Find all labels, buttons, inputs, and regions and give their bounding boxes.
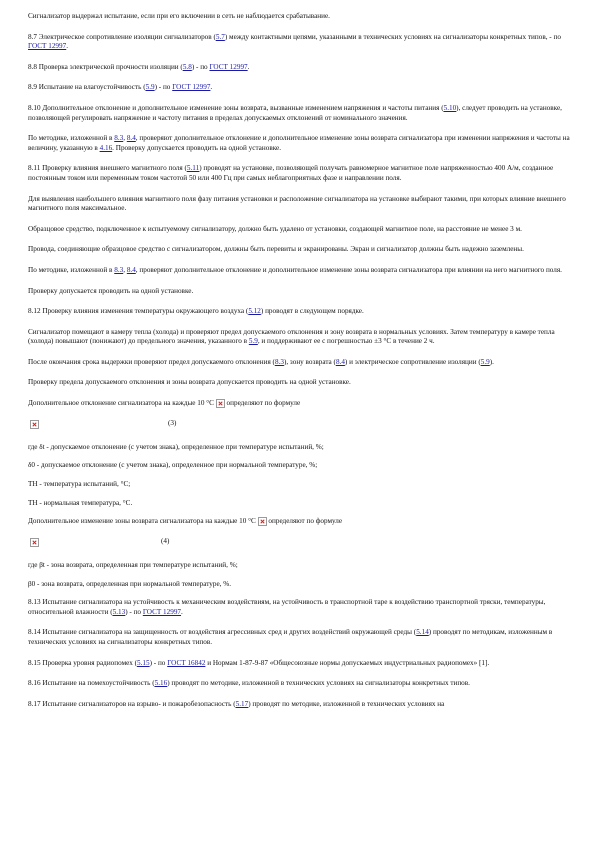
paragraph	[28, 378, 576, 388]
reference-link[interactable]: 5.10	[443, 103, 457, 112]
reference-link[interactable]: 8.3	[114, 265, 124, 274]
paragraph-text: 8.13 Испытание сигнализатора на устойчивость к механическим воздействиям, на устойчивость в транспортной таре к воздействию транспортной тряски, температуры, относительной влажности (	[28, 598, 546, 616]
main-paragraphs	[28, 12, 576, 388]
paragraph	[28, 245, 576, 255]
paragraph	[28, 12, 576, 22]
reference-link[interactable]: 5.9	[480, 357, 490, 366]
reference-link[interactable]: ГОСТ 12997	[28, 42, 67, 51]
tail-paragraphs	[28, 598, 576, 709]
paragraph-text: Сигнализатор выдержал испытание, если при его включении в сеть не наблюдается срабатывание.	[28, 12, 330, 20]
paragraph-text: По методике, изложенной в	[28, 134, 115, 143]
paragraph-text: 8.17 Испытание сигнализаторов на взрыво- и пожаробезопасность (	[28, 699, 236, 708]
reference-link[interactable]: 8.4	[335, 357, 345, 366]
formula-3	[28, 418, 576, 432]
paragraph-text: ) между контактными цепями, указанными в технических условиях на сигнализаторы конкретных типов, - по	[224, 32, 561, 41]
formula-definition: β0 - зона возврата, определенная при нормальной температуре, %.	[28, 579, 232, 588]
reference-link[interactable]: 5.9	[145, 83, 155, 92]
reference-link[interactable]: 5.12	[248, 307, 261, 316]
paragraph	[28, 134, 576, 153]
formula-number: (3)	[168, 418, 177, 427]
paragraph	[28, 225, 576, 235]
paragraph-text: ) - по	[125, 607, 143, 616]
formula-3-intro	[28, 399, 576, 409]
paragraph-text: 8.14 Испытание сигнализатора на защищенность от воздействия агрессивных сред и других воздействий окружающей среды (	[28, 628, 417, 637]
paragraph-text: Для выявления наибольшего влияния магнитного поля фазу питания установки и расположение сигнализатора на установке выбирают такими, при которых влияние внешнего магнитного поля максимальное.	[28, 194, 566, 213]
formula-definition: где βt - зона возврата, определенная при температуре испытаний, %;	[28, 560, 238, 569]
formula-4-intro-after: определяют по формуле	[268, 517, 343, 526]
reference-link[interactable]: 5.13	[112, 607, 126, 616]
reference-link[interactable]: 5.16	[154, 679, 168, 688]
reference-link[interactable]: 5.14	[416, 628, 429, 637]
reference-link[interactable]: 5.11	[186, 164, 200, 173]
formula-3-definitions	[28, 443, 576, 508]
paragraph-text: ) проводят в следующем порядке.	[260, 307, 364, 316]
paragraph	[28, 83, 576, 93]
paragraph-text: ) проводят на установке, позволяющей получать равномерное магнитное поле напряженностью 400 А/м, созданное постоянным током или переменным током частотой 50 или 400 Гц при самых неблагоприятных фазе и направлении поля.	[28, 164, 554, 182]
paragraph-text: и Нормам 1-87-9-87 «Общесоюзные нормы допускаемых индустриальных радиопомех» [1].	[205, 658, 490, 667]
formula-4-intro	[28, 517, 576, 527]
formula-3-intro-before: Дополнительное отклонение сигнализатора на каждые 10 °С	[28, 399, 214, 408]
paragraph	[28, 287, 576, 297]
paragraph	[28, 659, 576, 669]
reference-link[interactable]: ГОСТ 16842	[167, 658, 206, 667]
reference-link[interactable]: ГОСТ 12997	[142, 607, 182, 616]
paragraph-text: 8.8 Проверка электрической прочности изоляции (	[28, 62, 183, 71]
paragraph-text: 8.15 Проверка уровня радиопомех (	[28, 658, 137, 667]
paragraph-text: 8.7 Электрическое сопротивление изоляции сигнализаторов (	[28, 32, 216, 41]
paragraph-text: ) - по	[191, 62, 210, 71]
broken-image-icon	[258, 517, 267, 526]
reference-link[interactable]: ГОСТ 12997	[172, 83, 211, 92]
paragraph-text: ) проводят по методикам, изложенным в технических условиях на сигнализаторы конкретных типов.	[28, 628, 553, 646]
reference-link[interactable]: 5.9	[248, 337, 258, 346]
paragraph	[28, 195, 576, 214]
paragraph-text: Сигнализатор помещают в камеру тепла (холода) и проверяют предел допускаемого отклонения и зону возврата в нормальных условиях. Затем температуру в камере тепла (холода) повышают (понижают) до предельного значения, указанного в	[28, 327, 555, 346]
paragraph-text: ,	[123, 134, 127, 143]
reference-link[interactable]: 5.8	[182, 62, 192, 71]
paragraph-text: ) проводят по методике, изложенной в технических условиях на	[248, 699, 445, 708]
paragraph-text: После окончания срока выдержки проверяют предел допускаемого отклонения (	[28, 357, 275, 366]
paragraph-text: Образцовое средство, подключенное к испытуемому сигнализатору, должно быть удалено от установки, создающей магнитное поле, на расстояние не менее 3 м.	[28, 224, 522, 233]
paragraph-text: ) - по	[149, 658, 168, 667]
paragraph	[28, 266, 576, 276]
reference-link[interactable]: 8.4	[126, 134, 136, 143]
formula-3-intro-after: определяют по формуле	[226, 399, 301, 408]
formula-definition: где δt - допускаемое отклонение (с учетом знака), определенное при температуре испытаний, %;	[28, 442, 324, 451]
formula-number: (4)	[161, 536, 170, 545]
formula-4-intro-before: Дополнительное изменение зоны возврата сигнализатора на каждые 10 °С	[28, 517, 256, 526]
reference-link[interactable]: 5.15	[137, 658, 150, 667]
formula-definition: TН - нормальная температура, °С.	[28, 498, 133, 507]
paragraph	[28, 307, 576, 317]
reference-link[interactable]: 8.3	[114, 134, 124, 143]
paragraph	[28, 358, 576, 368]
formula-definition: TН - температура испытаний, °С;	[28, 480, 131, 488]
paragraph	[28, 598, 576, 617]
reference-link[interactable]: 5.17	[235, 699, 249, 708]
paragraph-text: 8.11 Проверку влияния внешнего магнитного поля (	[28, 164, 187, 173]
paragraph-text: .	[210, 83, 213, 92]
reference-link[interactable]: 5.7	[215, 32, 225, 41]
paragraph	[28, 33, 576, 52]
paragraph-text: , и поддерживают ее с погрешностью ±3 °С в течение 2 ч.	[257, 337, 435, 346]
paragraph-text: ) - по	[154, 83, 173, 92]
paragraph-text: , проверяют дополнительное отклонение и дополнительное изменение зоны возврата сигнализатора при влиянии на него магнитного поля.	[135, 265, 562, 274]
broken-image-icon	[216, 399, 225, 408]
paragraph-text: 8.12 Проверку влияния изменения температуры окружающего воздуха (	[28, 307, 249, 316]
paragraph	[28, 628, 576, 647]
formula-4-definitions	[28, 561, 576, 589]
paragraph-text: Провода, соединяющие образцовое средство с сигнализатором, должны быть перевиты и экранированы. Экран и сигнализатор должны быть надежно заземлены.	[28, 245, 524, 254]
paragraph	[28, 700, 576, 710]
paragraph-text: ).	[489, 357, 494, 366]
paragraph-text: Проверку допускается проводить на одной установке.	[28, 286, 194, 295]
paragraph-text: , проверяют дополнительное отклонение и дополнительное изменение зоны возврата сигнализатора при изменении напряжения и частоты на величину, указанную в	[28, 134, 570, 152]
paragraph	[28, 679, 576, 689]
paragraph	[28, 104, 576, 123]
paragraph	[28, 328, 576, 347]
formula-image-icon	[30, 420, 39, 429]
paragraph-text: По методике, изложенной в	[28, 265, 115, 274]
paragraph-text: 8.9 Испытание на влагоустойчивость (	[28, 83, 146, 92]
paragraph-text: ) и электрическое сопротивление изоляции (	[344, 357, 481, 366]
paragraph	[28, 63, 576, 73]
paragraph-text: ) проводят по методике, изложенной в технических условиях на сигнализаторы конкретных типов.	[167, 679, 470, 688]
formula-image-icon	[30, 538, 39, 547]
document-body	[28, 12, 576, 720]
reference-link[interactable]: ГОСТ 12997	[209, 62, 248, 71]
paragraph-text: ), следует проводить на установке, позволяющей регулировать напряжение и частоту питания в пределах допускаемых отклонений от номинального значения.	[28, 103, 562, 122]
paragraph-text: . Проверку допускается проводить на одной установке.	[112, 143, 282, 152]
paragraph	[28, 164, 576, 183]
paragraph-text: ), зону возврата (	[283, 357, 336, 366]
reference-link[interactable]: 8.4	[126, 265, 136, 274]
paragraph-text: .	[247, 62, 250, 71]
formula-definition: δ0 - допускаемое отклонение (с учетом знака), определенное при нормальной температуре, %;	[28, 461, 318, 470]
paragraph-text: 8.16 Испытание на помехоустойчивость (	[28, 679, 155, 688]
paragraph-text: Проверку предела допускаемого отклонения и зоны возврата допускается проводить на одной установке.	[28, 378, 351, 387]
paragraph-text: .	[66, 42, 69, 51]
paragraph-text: ,	[123, 265, 127, 274]
paragraph-text: 8.10 Дополнительное отклонение и дополнительное изменение зоны возврата, вызванные изменением напряжения и частоты питания (	[28, 103, 444, 112]
paragraph-text: .	[181, 607, 183, 616]
reference-link[interactable]: 4.16	[99, 143, 113, 152]
formula-4	[28, 536, 576, 550]
reference-link[interactable]: 8.3	[274, 357, 284, 366]
